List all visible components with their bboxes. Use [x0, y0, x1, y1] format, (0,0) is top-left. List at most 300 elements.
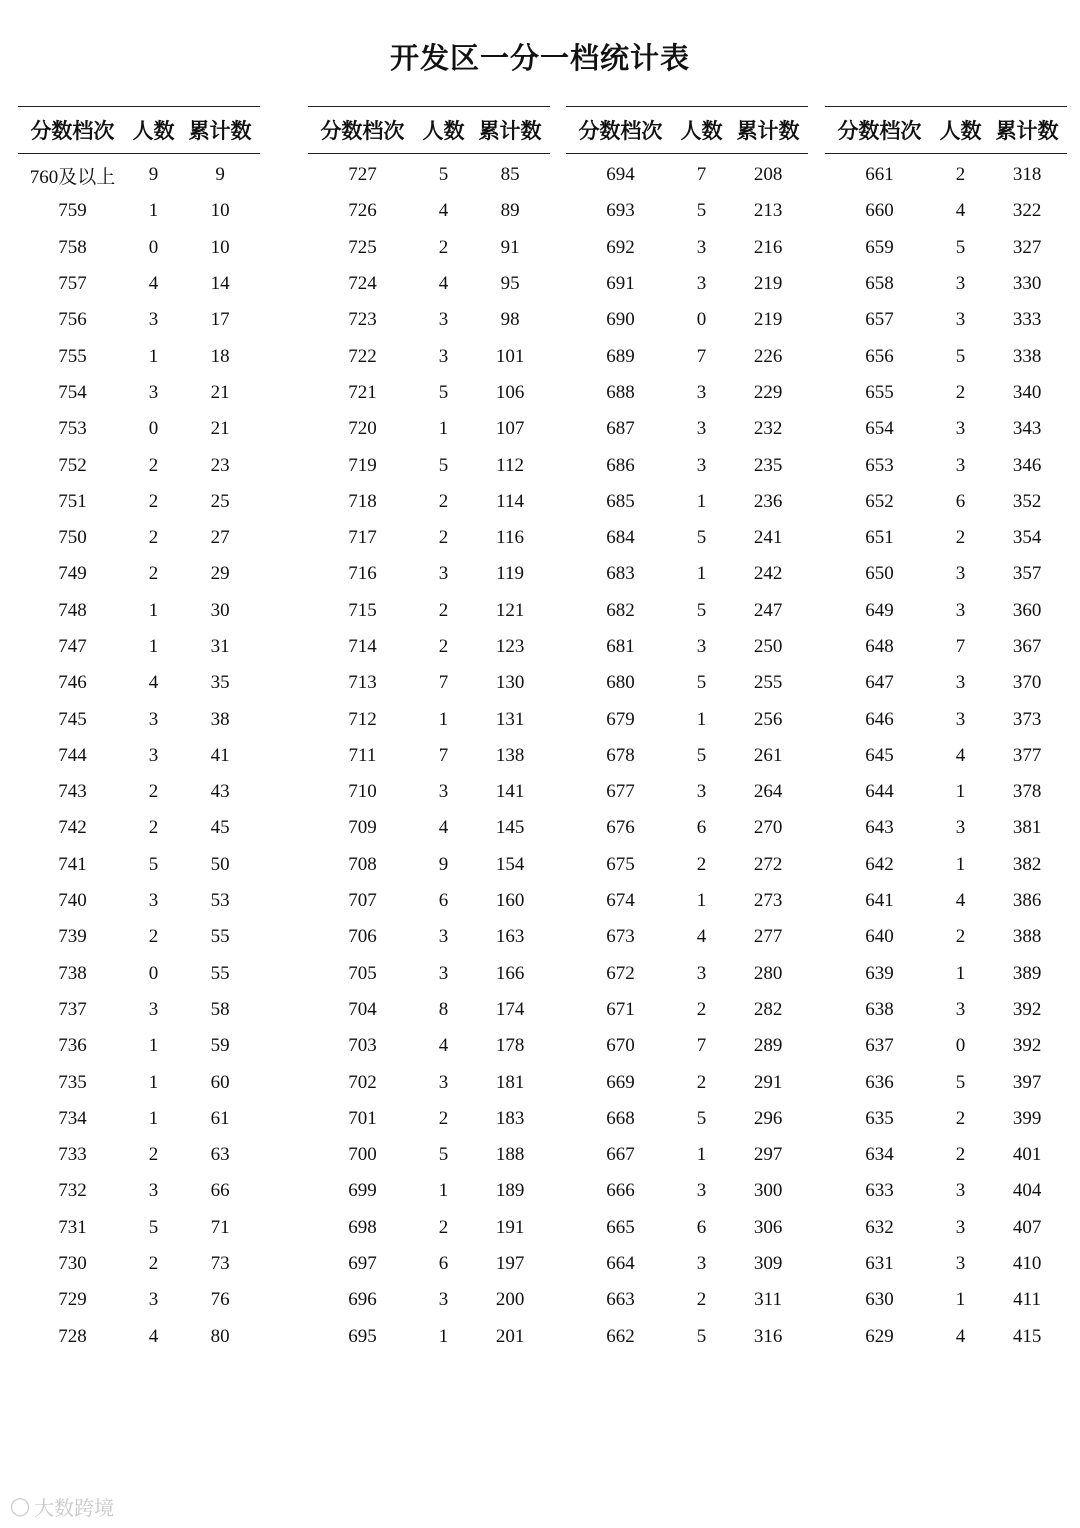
score-level-cell: 685	[606, 490, 635, 512]
score-level-cell: 746	[58, 672, 87, 694]
count-cell: 1	[148, 200, 159, 222]
cumulative-cell: 181	[495, 1071, 525, 1093]
score-level-cell: 653	[865, 454, 894, 476]
table-row	[18, 484, 260, 520]
score-level-cell: 742	[58, 817, 87, 839]
table-row	[566, 154, 808, 194]
score-level-cell: 655	[865, 381, 894, 403]
table-row	[825, 520, 1067, 556]
count-cell: 1	[696, 708, 707, 730]
table-row	[825, 1064, 1067, 1100]
count-cell: 3	[696, 273, 707, 295]
cumulative-cell: 60	[210, 1071, 230, 1093]
cumulative-cell: 23	[210, 454, 230, 476]
score-level-cell: 740	[58, 890, 87, 912]
score-level-cell: 707	[348, 890, 377, 912]
count-cell: 2	[955, 926, 966, 948]
score-level-cell: 705	[348, 962, 377, 984]
cumulative-cell: 357	[1012, 563, 1042, 585]
count-cell: 3	[955, 418, 966, 440]
cumulative-cell: 10	[210, 200, 230, 222]
score-level-cell: 716	[348, 563, 377, 585]
cumulative-cell: 377	[1012, 744, 1042, 766]
cumulative-cell: 370	[1012, 672, 1042, 694]
count-cell: 3	[696, 636, 707, 657]
count-cell: 1	[955, 853, 966, 875]
cumulative-cell: 18	[210, 345, 230, 367]
count-cell: 7	[696, 345, 707, 367]
count-cell: 2	[148, 527, 159, 549]
score-level-cell: 753	[58, 418, 87, 440]
score-level-cell: 734	[58, 1107, 87, 1129]
cumulative-cell: 10	[210, 236, 230, 258]
count-cell: 3	[438, 1071, 449, 1093]
score-level-cell: 730	[58, 1253, 87, 1275]
score-level-cell: 747	[58, 636, 87, 657]
cumulative-cell: 389	[1012, 962, 1042, 984]
table-row	[825, 154, 1067, 194]
score-level-cell: 700	[348, 1144, 377, 1166]
count-cell: 3	[696, 381, 707, 403]
table-row	[18, 447, 260, 483]
score-level-cell: 723	[348, 309, 377, 331]
score-level-cell: 680	[606, 672, 635, 694]
score-level-cell: 720	[348, 418, 377, 440]
count-cell: 7	[955, 636, 966, 657]
table-row	[308, 701, 550, 737]
table-row	[18, 1282, 260, 1318]
score-level-cell: 665	[606, 1216, 635, 1238]
score-level-cell: 645	[865, 744, 894, 766]
count-cell: 1	[438, 708, 449, 730]
table-row	[18, 154, 260, 194]
score-level-cell: 646	[865, 708, 894, 730]
score-level-cell: 631	[865, 1253, 894, 1275]
count-cell: 3	[955, 563, 966, 585]
count-cell: 1	[148, 345, 159, 367]
count-cell: 2	[148, 563, 159, 585]
cumulative-cell: 250	[753, 636, 783, 657]
score-level-cell: 725	[348, 236, 377, 258]
cumulative-cell: 392	[1012, 1035, 1042, 1057]
cumulative-cell: 399	[1012, 1107, 1042, 1129]
count-cell: 5	[955, 345, 966, 367]
score-level-cell: 638	[865, 998, 894, 1020]
cumulative-cell: 407	[1012, 1216, 1042, 1238]
table-row	[825, 375, 1067, 411]
score-level-cell: 633	[865, 1180, 894, 1202]
cumulative-cell: 178	[495, 1035, 525, 1057]
score-level-cell: 652	[865, 490, 894, 512]
table-row	[308, 956, 550, 992]
count-cell: 8	[438, 998, 449, 1020]
count-cell: 5	[696, 200, 707, 222]
count-cell: 4	[148, 672, 159, 694]
score-level-cell: 679	[606, 708, 635, 730]
score-level-cell: 709	[348, 817, 377, 839]
table-row	[825, 1210, 1067, 1246]
score-level-cell: 668	[606, 1107, 635, 1129]
count-cell: 5	[438, 164, 449, 186]
count-cell: 0	[148, 236, 159, 258]
page-title: 开发区一分一档统计表	[389, 41, 690, 75]
table-row	[566, 411, 808, 447]
table-row	[18, 810, 260, 846]
cumulative-cell: 121	[495, 599, 525, 621]
score-table-3	[566, 106, 808, 1355]
score-level-cell: 635	[865, 1107, 894, 1129]
score-level-cell: 642	[865, 853, 894, 875]
cumulative-cell: 264	[753, 781, 783, 803]
count-cell: 2	[148, 1253, 159, 1275]
table-row	[308, 230, 550, 266]
cumulative-cell: 29	[210, 563, 230, 585]
score-level-cell: 711	[348, 744, 377, 766]
table-row	[18, 774, 260, 810]
cumulative-cell: 382	[1012, 853, 1042, 875]
count-cell: 5	[696, 527, 707, 549]
table-row	[825, 230, 1067, 266]
count-cell: 2	[696, 1071, 707, 1093]
count-cell: 3	[955, 1253, 966, 1275]
score-level-cell: 649	[865, 599, 894, 621]
count-cell: 4	[438, 200, 449, 222]
table-row	[566, 919, 808, 955]
count-cell: 5	[438, 454, 449, 476]
count-cell: 2	[148, 926, 159, 948]
table-row	[566, 1064, 808, 1100]
table-row	[566, 810, 808, 846]
score-level-cell: 641	[865, 890, 894, 912]
cumulative-cell: 61	[210, 1107, 230, 1129]
cumulative-cell: 289	[753, 1035, 783, 1057]
cumulative-cell: 101	[495, 345, 525, 367]
watermark-text: 大数跨境	[34, 1496, 115, 1520]
count-cell: 2	[955, 164, 966, 186]
cumulative-cell: 316	[753, 1325, 783, 1347]
cumulative-cell: 346	[1012, 454, 1042, 476]
cumulative-cell: 261	[753, 744, 783, 766]
count-cell: 2	[696, 853, 707, 875]
cumulative-cell: 378	[1012, 781, 1042, 803]
cumulative-cell: 27	[210, 527, 230, 549]
table-row	[308, 738, 550, 774]
count-cell: 3	[696, 1253, 707, 1275]
cumulative-cell: 300	[753, 1180, 783, 1202]
count-cell: 3	[696, 1180, 707, 1202]
table-row	[18, 375, 260, 411]
count-cell: 5	[696, 599, 707, 621]
cumulative-cell: 130	[495, 672, 525, 694]
count-cell: 1	[696, 1144, 707, 1166]
table-row	[566, 1319, 808, 1355]
score-level-cell: 639	[865, 962, 894, 984]
cumulative-cell: 112	[496, 454, 524, 476]
cumulative-cell: 43	[210, 781, 230, 803]
table-row	[18, 738, 260, 774]
table-row	[308, 1210, 550, 1246]
score-level-cell: 722	[348, 345, 377, 367]
table-row	[825, 193, 1067, 229]
count-cell: 1	[696, 563, 707, 585]
header-score-level: 分数档次	[825, 107, 934, 154]
table-row	[825, 629, 1067, 665]
cumulative-cell: 213	[753, 200, 783, 222]
table-row	[825, 1173, 1067, 1209]
cumulative-cell: 216	[753, 236, 783, 258]
cumulative-cell: 309	[753, 1253, 783, 1275]
table-row	[18, 992, 260, 1028]
score-level-cell: 751	[58, 490, 87, 512]
cumulative-cell: 415	[1012, 1325, 1042, 1347]
count-cell: 2	[148, 817, 159, 839]
table-row	[308, 520, 550, 556]
count-cell: 0	[148, 418, 159, 440]
count-cell: 6	[438, 1253, 449, 1275]
count-cell: 3	[148, 309, 159, 331]
cumulative-cell: 311	[754, 1289, 782, 1311]
score-level-cell: 701	[348, 1107, 377, 1129]
table-row	[825, 883, 1067, 919]
cumulative-cell: 327	[1012, 236, 1042, 258]
header-count: 人数	[934, 107, 987, 154]
score-level-cell: 666	[606, 1180, 635, 1202]
count-cell: 1	[955, 1289, 966, 1311]
table-row	[566, 992, 808, 1028]
table-row	[566, 338, 808, 374]
cumulative-cell: 160	[495, 890, 525, 912]
score-level-cell: 759	[58, 200, 87, 222]
count-cell: 3	[438, 563, 449, 585]
table-row	[308, 629, 550, 665]
cumulative-cell: 235	[753, 454, 783, 476]
count-cell: 2	[148, 781, 159, 803]
table-header-row	[18, 107, 260, 154]
header-count: 人数	[675, 107, 728, 154]
header-score-level: 分数档次	[566, 107, 675, 154]
score-level-cell: 739	[58, 926, 87, 948]
count-cell: 4	[696, 926, 707, 948]
cumulative-cell: 282	[753, 998, 783, 1020]
cumulative-cell: 14	[210, 273, 230, 295]
score-level-cell: 717	[348, 527, 377, 549]
table-row	[566, 774, 808, 810]
table-row	[566, 665, 808, 701]
count-cell: 2	[438, 1107, 449, 1129]
score-level-cell: 757	[58, 273, 87, 295]
cumulative-cell: 241	[753, 527, 783, 549]
cumulative-cell: 41	[210, 744, 230, 766]
count-cell: 3	[955, 708, 966, 730]
count-cell: 2	[696, 1289, 707, 1311]
cumulative-cell: 80	[210, 1325, 230, 1347]
table-row	[308, 774, 550, 810]
table-row	[308, 1137, 550, 1173]
score-level-cell: 674	[606, 890, 635, 912]
table-row	[18, 266, 260, 302]
cumulative-cell: 166	[495, 962, 525, 984]
count-cell: 4	[955, 200, 966, 222]
table-row	[308, 556, 550, 592]
table-row	[18, 701, 260, 737]
cumulative-cell: 404	[1012, 1180, 1042, 1202]
count-cell: 1	[148, 1107, 159, 1129]
cumulative-cell: 236	[753, 490, 783, 512]
table-row	[825, 701, 1067, 737]
score-level-cell: 760及以上	[29, 166, 116, 188]
table-row	[825, 847, 1067, 883]
score-level-cell: 718	[348, 490, 377, 512]
score-level-cell: 686	[606, 454, 635, 476]
cumulative-cell: 76	[210, 1289, 230, 1311]
table-row	[18, 629, 260, 665]
cumulative-cell: 373	[1012, 708, 1042, 730]
table-row	[825, 1137, 1067, 1173]
score-level-cell: 650	[865, 563, 894, 585]
cumulative-cell: 386	[1012, 890, 1042, 912]
score-level-cell: 714	[348, 636, 377, 657]
score-level-cell: 743	[58, 781, 87, 803]
count-cell: 3	[438, 1289, 449, 1311]
cumulative-cell: 21	[210, 418, 230, 440]
count-cell: 3	[438, 345, 449, 367]
header-count: 人数	[127, 107, 180, 154]
count-cell: 3	[438, 309, 449, 331]
table-row	[308, 154, 550, 194]
score-level-cell: 689	[606, 345, 635, 367]
table-row	[18, 1319, 260, 1355]
cumulative-cell: 352	[1012, 490, 1042, 512]
cumulative-cell: 270	[753, 817, 783, 839]
watermark	[10, 1492, 114, 1521]
table-row	[825, 338, 1067, 374]
count-cell: 1	[148, 1071, 159, 1093]
score-level-cell: 744	[58, 744, 87, 766]
table-row	[308, 919, 550, 955]
table-row	[18, 1064, 260, 1100]
cumulative-cell: 189	[495, 1180, 525, 1202]
score-level-cell: 681	[606, 636, 635, 657]
score-level-cell: 695	[348, 1325, 377, 1347]
score-level-cell: 741	[58, 853, 87, 875]
score-level-cell: 693	[606, 200, 635, 222]
count-cell: 2	[438, 636, 449, 657]
count-cell: 3	[696, 781, 707, 803]
score-level-cell: 719	[348, 454, 377, 476]
score-table-4	[825, 106, 1067, 1355]
table-row	[566, 956, 808, 992]
count-cell: 2	[438, 527, 449, 549]
score-level-cell: 737	[58, 998, 87, 1020]
cumulative-cell: 35	[210, 672, 230, 694]
cumulative-cell: 17	[210, 309, 230, 331]
table-header-row	[308, 107, 550, 154]
cumulative-cell: 297	[753, 1144, 783, 1166]
cumulative-cell: 208	[753, 164, 783, 186]
count-cell: 3	[955, 309, 966, 331]
score-level-cell: 678	[606, 744, 635, 766]
cumulative-cell: 131	[495, 708, 525, 730]
table-row	[825, 1101, 1067, 1137]
cumulative-cell: 116	[496, 527, 524, 549]
table-row	[566, 520, 808, 556]
count-cell: 2	[438, 490, 449, 512]
table-row	[566, 738, 808, 774]
count-cell: 6	[696, 1216, 707, 1238]
score-level-cell: 750	[58, 527, 87, 549]
table-row	[18, 338, 260, 374]
table-row	[308, 193, 550, 229]
table-row	[566, 1246, 808, 1282]
cumulative-cell: 338	[1012, 345, 1042, 367]
table-row	[825, 302, 1067, 338]
count-cell: 3	[955, 817, 966, 839]
table-row	[18, 230, 260, 266]
cumulative-cell: 318	[1012, 164, 1042, 186]
table-row	[566, 1173, 808, 1209]
count-cell: 6	[955, 490, 966, 512]
count-cell: 7	[438, 744, 449, 766]
count-cell: 3	[955, 672, 966, 694]
table-row	[18, 919, 260, 955]
score-level-cell: 673	[606, 926, 635, 948]
table-row	[308, 1319, 550, 1355]
cumulative-cell: 306	[753, 1216, 783, 1238]
table-row	[825, 484, 1067, 520]
count-cell: 3	[438, 926, 449, 948]
table-row	[308, 992, 550, 1028]
count-cell: 5	[148, 1216, 159, 1238]
cumulative-cell: 55	[210, 926, 230, 948]
score-level-cell: 703	[348, 1035, 377, 1057]
cumulative-cell: 322	[1012, 200, 1042, 222]
cumulative-cell: 354	[1012, 527, 1042, 549]
cumulative-cell: 89	[500, 200, 520, 222]
cumulative-cell: 200	[495, 1289, 525, 1311]
cumulative-cell: 58	[210, 998, 230, 1020]
cumulative-cell: 138	[495, 744, 525, 766]
cumulative-cell: 141	[495, 781, 525, 803]
score-level-cell: 758	[58, 236, 87, 258]
count-cell: 3	[955, 1216, 966, 1238]
table-row	[308, 375, 550, 411]
score-level-cell: 647	[865, 672, 894, 694]
count-cell: 5	[955, 1071, 966, 1093]
count-cell: 2	[148, 454, 159, 476]
table-row	[18, 1210, 260, 1246]
score-level-cell: 629	[865, 1325, 894, 1347]
score-level-cell: 634	[865, 1144, 894, 1166]
cumulative-cell: 21	[210, 381, 230, 403]
score-level-cell: 702	[348, 1071, 377, 1093]
score-level-cell: 688	[606, 381, 635, 403]
count-cell: 3	[148, 744, 159, 766]
cumulative-cell: 63	[210, 1144, 230, 1166]
score-table-1	[18, 106, 260, 1355]
cumulative-cell: 45	[210, 817, 230, 839]
cumulative-cell: 256	[753, 708, 783, 730]
table-row	[825, 266, 1067, 302]
score-level-cell: 708	[348, 853, 377, 875]
table-row	[18, 883, 260, 919]
cumulative-cell: 73	[210, 1253, 230, 1275]
score-level-cell: 662	[606, 1325, 635, 1347]
count-cell: 5	[696, 1325, 707, 1347]
count-cell: 4	[438, 817, 449, 839]
table-row	[825, 447, 1067, 483]
table-row	[308, 1101, 550, 1137]
table-row	[825, 593, 1067, 629]
